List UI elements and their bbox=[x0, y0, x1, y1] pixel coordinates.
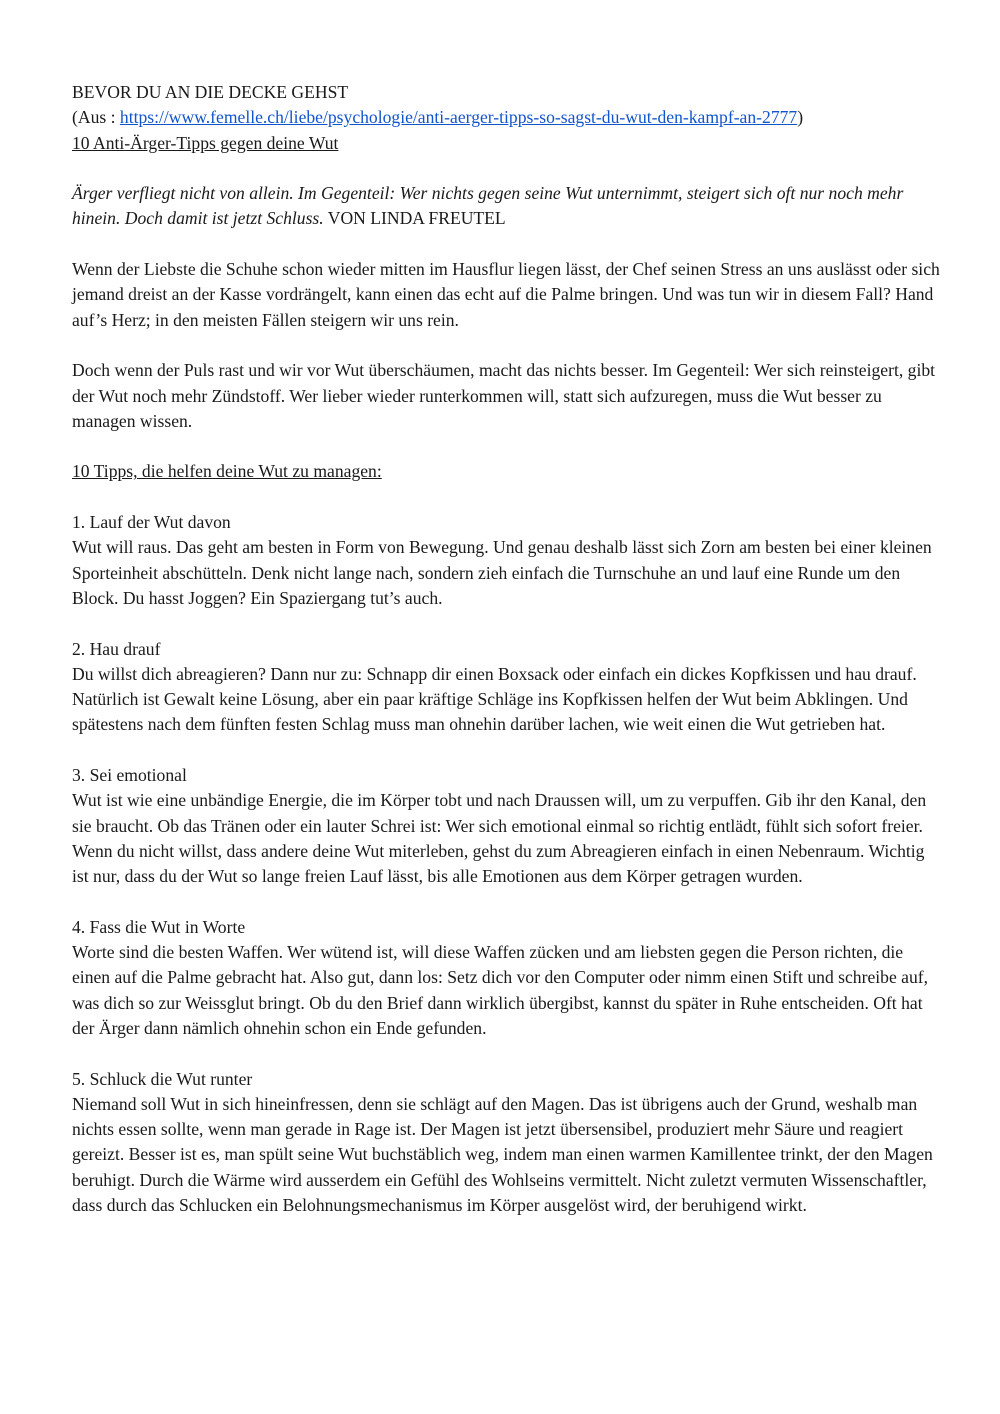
tip-section-4 bbox=[72, 915, 942, 1041]
source-link[interactable]: https://www.femelle.ch/liebe/psychologie/anti-aerger-tipps-so-sagst-du-wut-den-kampf-an-2777 bbox=[119, 107, 798, 128]
intro-paragraph bbox=[72, 181, 942, 232]
tips-heading: 10 Tipps, die helfen deine Wut zu managen: bbox=[72, 461, 382, 482]
tip-title: 5. Schluck die Wut runter bbox=[72, 1068, 253, 1089]
tip-section-1 bbox=[72, 510, 942, 611]
tip-body: Niemand soll Wut in sich hineinfressen, denn sie schlägt auf den Magen. Das ist übrigens auch der Grund, weshalb man nichts essen sollte, wenn man gerade in Rage ist. Der Magen ist jetzt übersensibel, produziert mehr Säure und reagiert gereizt. Besser ist es, man spült seine Wut buchstäblich weg, indem man einen warmen Kamillentee trinkt, der den Magen beruhigt. Durch die Wärme wird ausserdem ein Gefühl des Wohlseins vermittelt. Nicht zuletzt vermuten Wissenschaftler, dass durch das Schlucken ein Belohnungsmechanismus im Körper ausgelöst wird, der beruhigend wirkt. bbox=[72, 1093, 933, 1216]
source-prefix: (Aus : bbox=[72, 107, 120, 128]
tip-body: Wut ist wie eine unbändige Energie, die im Körper tobt und nach Draussen will, um zu verpuffen. Gib ihr den Kanal, den sie braucht. Ob das Tränen oder ein lauter Schrei ist: Wer sich emotional einmal so richtig entlädt, fühlt sich sofort freier. Wenn du nicht willst, dass andere deine Wut miterleben, gehst du zum Abreagieren einfach in einen Nebenraum. Wichtig ist nur, dass du der Wut so lange freien Lauf lässt, bis alle Emotionen aus dem Körper getragen wurden. bbox=[72, 790, 927, 887]
spacer bbox=[72, 333, 942, 358]
spacer bbox=[72, 156, 942, 181]
tip-body: Worte sind die besten Waffen. Wer wütend ist, will diese Waffen zücken und am liebsten gegen die Person richten, die einen auf die Palme gebracht hat. Also gut, dann los: Setz dich vor den Computer oder nimm einen Stift und schreibe auf, was dich so zur Weissglut bringt. Ob du den Brief dann wirklich übergibst, kannst du später in Ruhe entscheiden. Oft hat der Ärger dann nämlich ohnehin schon ein Ende gefunden. bbox=[72, 942, 929, 1038]
tip-title: 2. Hau drauf bbox=[72, 638, 161, 659]
source-suffix: ) bbox=[797, 107, 804, 128]
source-line bbox=[72, 105, 942, 130]
spacer bbox=[72, 611, 942, 636]
tip-body: Wut will raus. Das geht am besten in Form von Bewegung. Und genau deshalb lässt sich Zorn am besten bei einer kleinen Sporteinheit abschütteln. Denk nicht lange nach, sondern zieh einfach die Turnschuhe an und lauf eine Runde um den Block. Du hasst Joggen? Ein Spaziergang tut’s auch. bbox=[72, 537, 932, 608]
spacer bbox=[72, 738, 942, 763]
intro-teaser: Ärger verfliegt nicht von allein. Im Gegenteil: Wer nichts gegen seine Wut unternimmt, steigert sich oft nur noch mehr hinein. Doch damit ist jetzt Schluss. bbox=[72, 183, 904, 229]
spacer bbox=[72, 1041, 942, 1066]
tip-section-2 bbox=[72, 637, 942, 738]
document-subtitle: 10 Anti-Ärger-Tipps gegen deine Wut bbox=[72, 132, 339, 153]
body-paragraph-2: Doch wenn der Puls rast und wir vor Wut überschäumen, macht das nichts besser. Im Gegenteil: Wer sich reinsteigert, gibt der Wut noch mehr Zündstoff. Wer lieber wieder runterkommen will, statt sich aufzuregen, muss die Wut besser zu managen wissen. bbox=[72, 360, 936, 431]
spacer bbox=[72, 434, 942, 459]
document-title: BEVOR DU AN DIE DECKE GEHST bbox=[72, 82, 349, 102]
spacer bbox=[72, 485, 942, 510]
tip-title: 4. Fass die Wut in Worte bbox=[72, 916, 246, 937]
tip-section-3 bbox=[72, 763, 942, 889]
spacer bbox=[72, 890, 942, 915]
tip-title: 3. Sei emotional bbox=[72, 765, 187, 786]
tip-body: Du willst dich abreagieren? Dann nur zu: Schnapp dir einen Boxsack oder einfach ein dickes Kopfkissen und hau drauf. Natürlich ist Gewalt keine Lösung, aber ein paar kräftige Schläge ins Kopfkissen helfen der Wut beim Abklingen. Und spätestens nach dem fünften festen Schlag muss man ohnehin darüber lachen, wie weit einen die Wut getrieben hat. bbox=[72, 663, 917, 735]
body-paragraph-1: Wenn der Liebste die Schuhe schon wieder mitten im Hausflur liegen lässt, der Chef seinen Stress an uns auslässt oder sich jemand dreist an der Kasse vordrängelt, kann einen das echt auf die Palme bringen. Und was tun wir in diesem Fall? Hand auf’s Herz; in den meisten Fällen steigern wir uns rein. bbox=[72, 259, 940, 330]
tip-title: 1. Lauf der Wut davon bbox=[72, 512, 231, 533]
tip-section-5 bbox=[72, 1067, 942, 1219]
document-page bbox=[72, 80, 942, 1218]
author-byline: VON LINDA FREUTEL bbox=[323, 208, 506, 229]
spacer bbox=[72, 232, 942, 257]
